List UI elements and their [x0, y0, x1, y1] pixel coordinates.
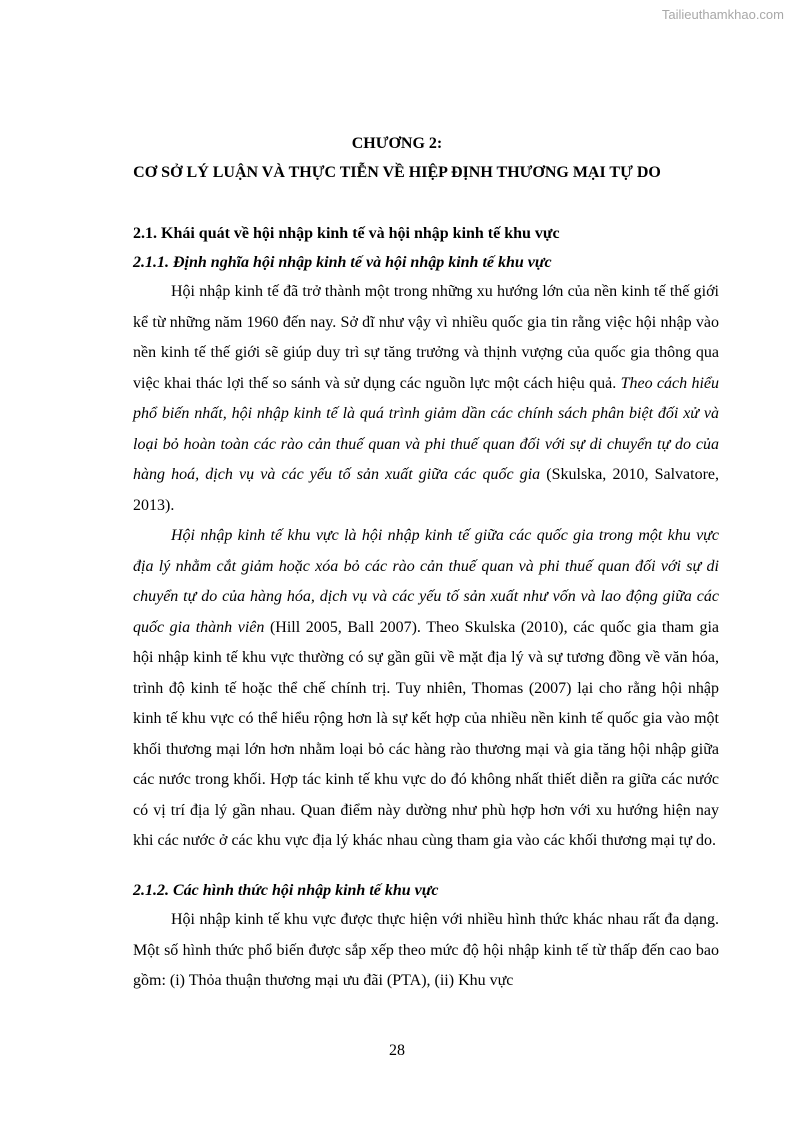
section-2-1-1-body	[133, 277, 719, 857]
chapter-title: CƠ SỞ LÝ LUẬN VÀ THỰC TIỄN VỀ HIỆP ĐỊNH THƯƠNG MẠI TỰ DO	[133, 164, 661, 181]
chapter-number: CHƯƠNG 2:	[351, 135, 443, 152]
section-heading-2-1: 2.1. Khái quát về hội nhập kinh tế và hội nhập kinh tế khu vực	[133, 225, 560, 242]
paragraph-text: (Hill 2005, Ball 2007). Theo Skulska (2010), các quốc gia tham gia hội nhập kinh tế khu vực thường có sự gần gũi về mặt địa lý và sự tương đồng về văn hóa, trình độ kinh tế hoặc thể chế chính trị. Tuy nhiên, Thomas (2007) lại cho rằng hội nhập kinh tế khu vực có thể hiểu rộng hơn là sự kết hợp của nhiều nền kinh tế quốc gia vào một khối thương mại lớn hơn nhằm loại bỏ các hàng rào thương mại và gia tăng hội nhập giữa các nước trong khối. Hợp tác kinh tế khu vực do đó không nhất thiết diễn ra giữa các nước có vị trí địa lý gần nhau. Quan điểm này dường như phù hợp hơn với xu hướng hiện nay khi các nước ở các khu vực địa lý khác nhau cùng tham gia vào các khối thương mại tự do.	[133, 618, 719, 849]
definition-italic: Theo cách hiểu phổ biến nhất, hội nhập kinh tế là quá trình giảm dần các chính sách phân biệt đối xử và loại bỏ hoàn toàn các rào cản thuế quan và phi thuế quan đối với sự di chuyển tự do của hàng hoá, dịch vụ và các yếu tố sản xuất giữa các quốc gia	[133, 374, 720, 483]
subsection-heading-2-1-1: 2.1.1. Định nghĩa hội nhập kinh tế và hội nhập kinh tế khu vực	[133, 254, 552, 271]
section-2-1-2-body	[133, 905, 719, 997]
paragraph-definition-regional-integration	[133, 521, 719, 857]
paragraph-text: Hội nhập kinh tế đã trở thành một trong những xu hướng lớn của nền kinh tế thế giới kể từ những năm 1960 đến nay. Sở dĩ như vậy vì nhiều quốc gia tin rằng việc hội nhập vào nền kinh tế thế giới sẽ giúp duy trì sự tăng trưởng và thịnh vượng của quốc gia thông qua việc khai thác lợi thế so sánh và sử dụng các nguồn lực một cách hiệu quả.	[133, 283, 719, 392]
definition-italic: Hội nhập kinh tế khu vực là hội nhập kinh tế giữa các quốc gia trong một khu vực địa lý nhằm cắt giảm hoặc xóa bỏ các rào cản thuế quan và phi thuế quan đối với sự di chuyển tự do của hàng hóa, dịch vụ và các yếu tố sản xuất như vốn và lao động giữa các quốc gia thành viên	[133, 527, 719, 636]
citation: (Skulska, 2010, Salvatore, 2013).	[133, 466, 720, 514]
subsection-heading-2-1-2: 2.1.2. Các hình thức hội nhập kinh tế khu vực	[133, 882, 439, 899]
watermark: Tailieuthamkhao.com	[661, 7, 784, 22]
paragraph-integration-forms: Hội nhập kinh tế khu vực được thực hiện với nhiều hình thức khác nhau rất đa dạng. Một số hình thức phổ biến được sắp xếp theo mức độ hội nhập kinh tế từ thấp đến cao bao gồm: (i) Thỏa thuận thương mại ưu đãi (PTA), (ii) Khu vực	[133, 911, 719, 989]
page-number: 28	[389, 1042, 405, 1059]
paragraph-definition-economic-integration	[133, 277, 719, 521]
